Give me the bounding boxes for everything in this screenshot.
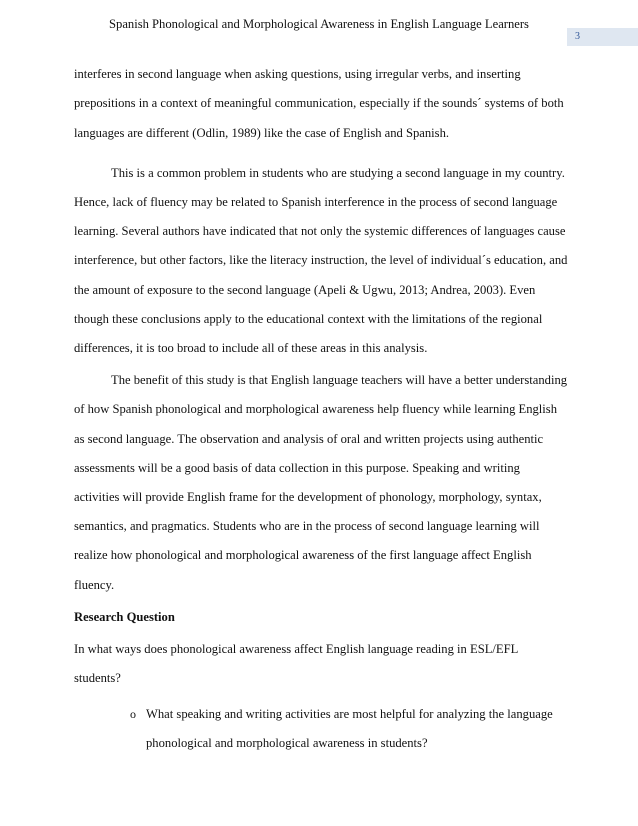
paragraph-line: differences, it is too broad to include all of these areas in this analysis. (74, 341, 428, 355)
paragraph-line: prepositions in a context of meaningful communication, especially if the sounds´ systems of both (74, 96, 564, 110)
question-line: students? (74, 671, 121, 685)
paragraph-line: semantics, and pragmatics. Students who are in the process of second language learning will (74, 519, 540, 533)
paragraph-line: of how Spanish phonological and morphological awareness help fluency while learning English (74, 402, 557, 416)
bullet-line: phonological and morphological awareness in students? (146, 736, 428, 750)
page-number: 3 (575, 31, 580, 42)
paragraph-line: This is a common problem in students who are studying a second language in my country. (111, 166, 565, 180)
running-head: Spanish Phonological and Morphological Awareness in English Language Learners (109, 17, 529, 31)
paragraph-line: the amount of exposure to the second language (Apeli & Ugwu, 2013; Andrea, 2003). Even (74, 283, 536, 297)
paragraph-line: realize how phonological and morphological awareness of the first language affect English (74, 548, 532, 562)
paragraph-line: fluency. (74, 578, 115, 592)
paragraph-line: though these conclusions apply to the educational context with the limitations of the regional (74, 312, 543, 326)
paragraph-line: as second language. The observation and analysis of oral and written projects using authentic (74, 432, 544, 446)
paragraph-line: languages are different (Odlin, 1989) like the case of English and Spanish. (74, 126, 450, 140)
question-line: In what ways does phonological awareness affect English language reading in ESL/EFL (74, 642, 519, 656)
paragraph-line: assessments will be a good basis of data collection in this purpose. Speaking and writing (74, 461, 520, 475)
page-number-box (567, 28, 638, 46)
paragraph-line: activities will provide English frame for the development of phonology, morphology, syntax, (74, 490, 542, 504)
paragraph-line: interference, but other factors, like the literacy instruction, the level of individual´s education, and (74, 253, 568, 267)
bullet-marker: o (130, 707, 136, 721)
paragraph-line: interferes in second language when asking questions, using irregular verbs, and inserting (74, 67, 521, 81)
section-heading: Research Question (74, 610, 175, 624)
paragraph-line: The benefit of this study is that English language teachers will have a better understanding (111, 373, 568, 387)
bullet-line: What speaking and writing activities are most helpful for analyzing the language (146, 707, 553, 721)
paragraph-line: Hence, lack of fluency may be related to Spanish interference in the process of second language (74, 195, 558, 209)
paragraph-line: learning. Several authors have indicated that not only the systemic differences of languages cause (74, 224, 566, 238)
